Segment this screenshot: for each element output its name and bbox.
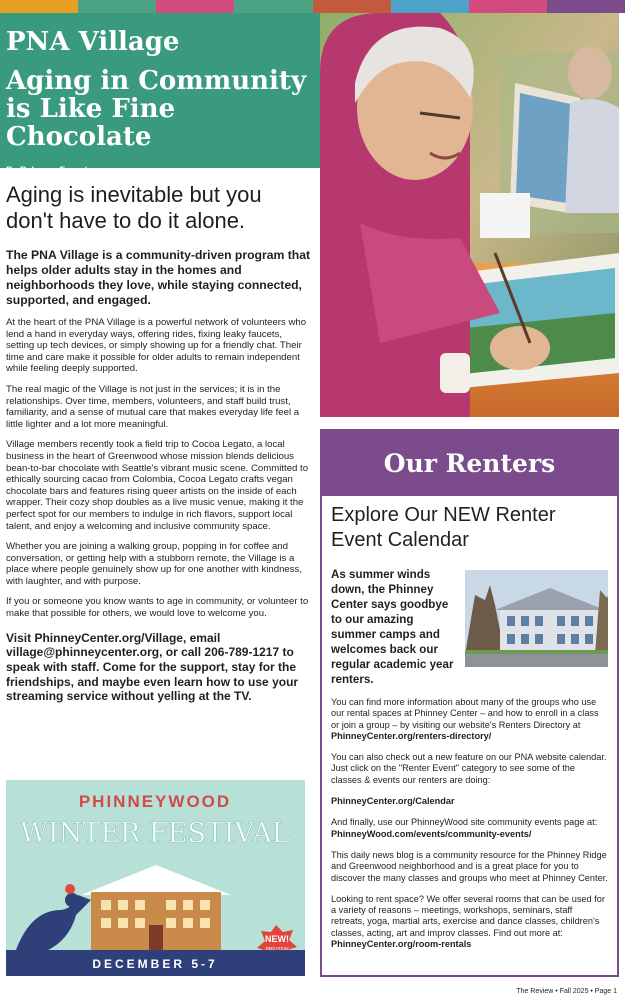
stripe-segment — [391, 0, 469, 13]
summer-text: As summer winds down, the Phinney Center says goodbye to our amazing summer camps and welcomes back our regular academic year renters. — [331, 568, 454, 686]
article-column — [6, 182, 311, 704]
article-paragraph: At the heart of the PNA Village is a powerful network of volunteers who lend a hand in everyday ways, offering rides, fixing leaky faucets, setting up tech devices, or simply showing up for a friendly chat. Their time and care make it possible for older adults to remain independent while feeling deeply supported. — [6, 317, 307, 375]
renters-box — [320, 429, 619, 977]
room-rentals-link[interactable]: PhinneyCenter.org/room-rentals — [331, 939, 472, 950]
stripe-segment — [469, 0, 547, 13]
badge-new-text: NEW! — [265, 934, 289, 944]
call-to-action: Visit PhinneyCenter.org/Village, email village@phinneycenter.org, or call 206-789-1217 to speak with staff. Come for the support, stay for the friendships, and maybe even learn how to use your streaming service without yelling at the TV. — [6, 630, 299, 704]
article-title: Aging in Community is Like Fine Chocolate — [6, 66, 307, 152]
renters-paragraph-5: This daily news blog is a community resource for the Phinney Ridge and Greenwood neighborhood and is a great place for you to discover the many classes and groups who meet at Phinney Center. — [331, 849, 608, 883]
festival-title-text: WINTER FESTIVAL — [20, 818, 290, 849]
renters-paragraph-3 — [331, 796, 608, 807]
festival-dates-text: DECEMBER 5-7 — [92, 957, 218, 971]
community-events-link[interactable]: PhinneyWood.com/events/community-events/ — [331, 828, 532, 839]
renters-paragraph-4 — [331, 817, 608, 840]
article-paragraph: The real magic of the Village is not just in the services; it is in the relationships. Over time, members, volunteers, and staff build trust, familiarity, and a sense of mutual care that makes everyday life feel a little lighter and a lot more meaningful. — [6, 383, 300, 430]
festival-top-text: PHINNEYWOOD — [78, 792, 232, 811]
stripe-segment — [547, 0, 625, 13]
stripe-segment — [156, 0, 234, 13]
renters-header — [322, 431, 617, 496]
page-footer: The Review • Fall 2025 • Page 1 — [516, 988, 617, 995]
stripe-segment — [78, 0, 156, 13]
article-lead: The PNA Village is a community-driven program that helps older adults stay in the homes and neighborhoods they love, while staying connected, supported, and engaged. — [6, 248, 311, 307]
renters-text: You can find more information about many of the groups who use our rental spaces at Phinney Center – and how to enroll in a class or join a group – by visiting our website's Renters Directory at — [331, 697, 599, 730]
renters-title: Explore Our NEW Renter Event Calendar — [331, 504, 556, 551]
calendar-link[interactable]: PhinneyCenter.org/Calendar — [331, 796, 455, 807]
stripe-segment — [313, 0, 391, 13]
renters-paragraph-6 — [331, 894, 608, 950]
stripe-segment — [0, 0, 78, 13]
section-kicker: PNA Village — [6, 27, 180, 57]
renters-text: Looking to rent space? We offer several rooms that can be used for a variety of reasons – meetings, workshops, seminars, staff retreats, yoga, martial arts, exercise and dance classes, children's classes, acting, art and improv classes. Find out more at: — [331, 893, 605, 938]
renters-intro-row — [331, 567, 608, 687]
article-body — [6, 317, 311, 620]
renters-content — [322, 503, 617, 950]
painting-woman-photo — [320, 13, 619, 417]
article-paragraph: Whether you are joining a walking group, popping in for coffee and conversation, or getting help with a stubborn remote, the Village is a place where people genuinely show up for one another with kindness, with laughter, and with purpose. — [6, 541, 303, 587]
renters-paragraph-1 — [331, 697, 608, 742]
article-paragraph: If you or someone you know wants to age in community, or volunteer to make that possible for others, we would love to welcome you. — [6, 596, 309, 620]
byline: By Rebecca Fogarty — [6, 165, 93, 175]
title-block — [0, 13, 320, 175]
article-headline: Aging is inevitable but you don't have to do it alone. — [6, 182, 262, 233]
renters-heading: Our Renters — [383, 449, 556, 478]
renters-directory-link[interactable]: PhinneyCenter.org/renters-directory/ — [331, 730, 492, 741]
stripe-segment — [234, 0, 312, 13]
article-paragraph: Village members recently took a field trip to Cocoa Legato, a local business in the heart of Greenwood whose mission blends delicious bean-to-bar chocolate with Seattle's vibrant music scene. Committed to ethically sourcing cacao from Colombia, Cocoa Legato crafts vegan chocolate bars and features rising queer artists on the inside of each wrapper. Their cozy shop doubles as a live music venue, making it the perfect spot for our members to indulge in rich flavors, support local talent, and enjoy a welcoming and inclusive community space. — [6, 439, 309, 532]
renters-paragraph-2: You can also check out a new feature on our PNA website calendar. Just click on the "Renter Event" category to see some of the classes & events our renters are doing: — [331, 752, 607, 785]
color-stripe — [0, 0, 625, 13]
phinney-center-building-photo — [465, 570, 608, 667]
winter-festival-ad[interactable] — [6, 780, 305, 976]
renters-text: And finally, use our PhinneyWood site community events page at: — [331, 817, 598, 828]
